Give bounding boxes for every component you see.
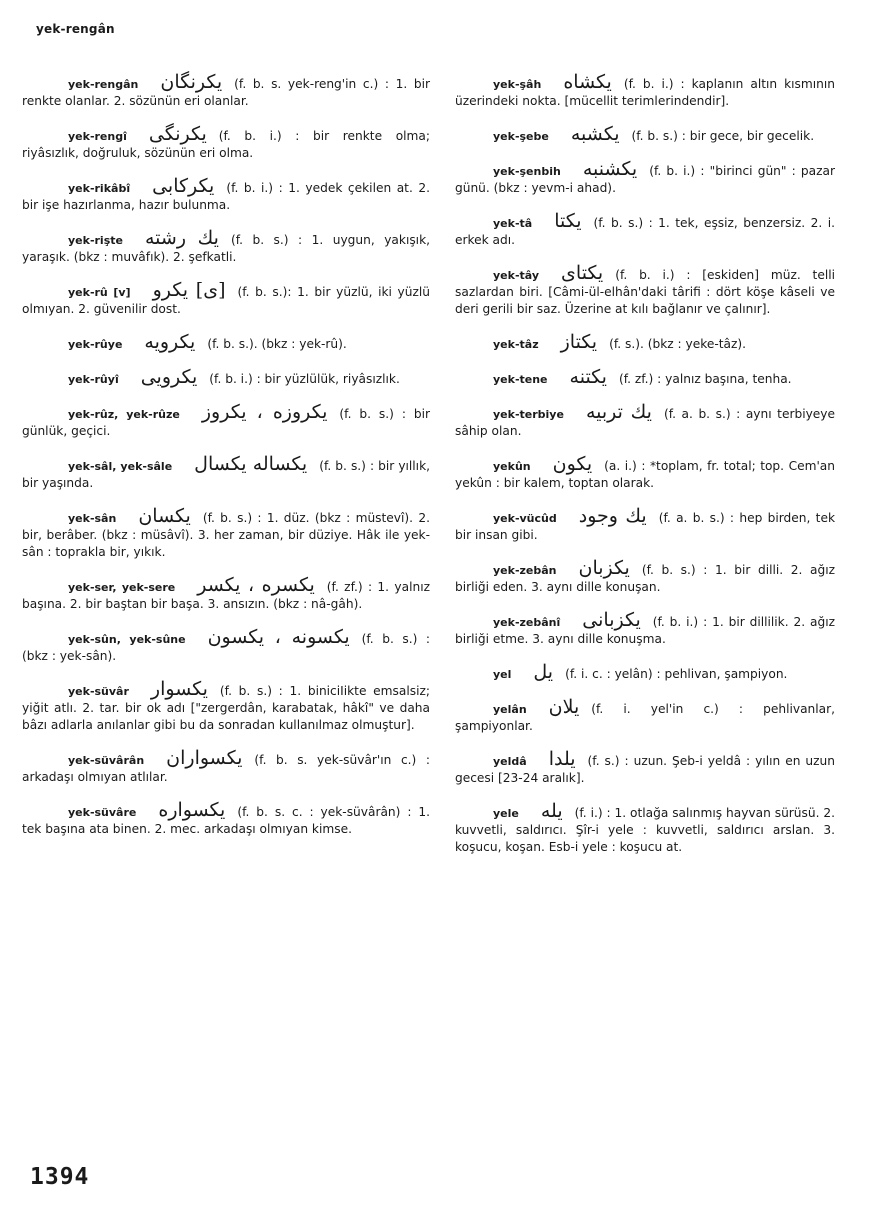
dictionary-entry	[455, 401, 836, 440]
entry-definition: (f. b. s.) : bir yıllık, bir yaşında.	[22, 459, 431, 490]
entry-arabic-script: یکتنه	[569, 366, 607, 388]
entry-definition: (f. b. i.) : kaplanın altın kısmının üzerindeki nokta. [mücellit terimlerindendir].	[455, 77, 835, 108]
dictionary-entry	[22, 227, 430, 266]
dictionary-entry	[22, 678, 430, 734]
entry-headword: yek-rûye	[68, 338, 123, 351]
entry-definition: (f. b. s.) : 1. biniciIikte emsalsiz; yiğit atlı. 2. tar. bir ok adı ["zergerdân, karabatak, hâkî" ve daha bâzı adlarla anılanlar gibi bu da sonradan kullanılmaz olmuştur].	[22, 684, 430, 732]
entry-headword: yek-sûn, yek-sûne	[68, 633, 186, 646]
entry-arabic-script: یك تربیه	[585, 401, 652, 423]
dictionary-entry	[455, 210, 835, 249]
entry-headword: yek-rengî	[68, 130, 127, 143]
entry-definition: (f. b. s.) : 1. düz. (bkz : müstevî). 2. bir, berâber. (bkz : müsâvî). 3. her zaman, bir düziye. Hâk ile yek-sân : toprakla bir, yıkık.	[22, 511, 430, 559]
entry-headword: yek-vücûd	[493, 512, 557, 525]
right-column	[455, 71, 836, 872]
running-head: yek-rengân	[36, 22, 115, 36]
entry-definition: (f. s.) : uzun. Şeb-i yeldâ : yılın en uzun gecesi [23-24 aralık].	[455, 754, 835, 785]
entry-headword: yek-tây	[493, 269, 540, 282]
dictionary-entry	[455, 331, 835, 353]
entry-headword: yek-rikâbî	[68, 182, 131, 195]
entry-arabic-script: یکسونه ، یکسون	[207, 626, 350, 648]
entry-definition: (f. b. s. c. : yek-süvârân) : 1. tek başına ata binen. 2. mec. arkadaşı olmıyan kimse.	[22, 805, 430, 836]
page-number: 1394	[30, 1164, 90, 1190]
entry-arabic-script: یکشنبه	[582, 158, 638, 180]
entry-definition: (f. zf.) : yalnız başına, tenha.	[618, 372, 792, 386]
entry-headword: yeldâ	[493, 755, 527, 768]
entry-headword: yek-terbiye	[493, 408, 564, 421]
dictionary-entry	[455, 123, 835, 145]
entry-arabic-script: یکون	[552, 453, 593, 475]
dictionary-entry	[455, 696, 835, 735]
dictionary-entry	[455, 609, 835, 648]
entry-definition: (f. b. s.) : bir günlük, geçici.	[22, 407, 431, 438]
entry-headword: yek-zebânî	[493, 616, 561, 629]
entry-headword: yek-rû [v]	[68, 286, 131, 299]
dictionary-entry	[22, 331, 430, 353]
entry-headword: yek-zebân	[493, 564, 557, 577]
entry-headword: yekûn	[493, 460, 531, 473]
dictionary-entry	[455, 453, 835, 492]
entry-arabic-script: یکتای	[561, 262, 604, 284]
entry-headword: yek-rişte	[68, 234, 123, 247]
entry-headword: yelân	[493, 703, 527, 716]
entry-definition: (f. b. s.) : 1. tek, eşsiz, benzersiz. 2. i. erkek adı.	[455, 216, 835, 247]
dictionary-entry	[22, 279, 430, 318]
dictionary-entry	[455, 158, 835, 197]
entry-definition: (f. b. i.) : bir yüzlülük, riyâsızlık.	[209, 372, 400, 386]
dictionary-entry	[22, 626, 430, 665]
entry-arabic-script: یکسواره	[158, 799, 226, 821]
entry-definition: (f. b. i.) : 1. bir dillilik. 2. ağız birliği etme. 3. aynı dille konuşma.	[455, 615, 835, 646]
entry-arabic-script: یکسره ، یکسر	[197, 574, 315, 596]
dictionary-entry	[22, 401, 431, 440]
entry-headword: yek-süvâr	[68, 685, 129, 698]
entry-headword: yek-tâ	[493, 217, 533, 230]
dictionary-entry	[455, 505, 836, 544]
entry-headword: yek-şâh	[493, 78, 542, 91]
entry-headword: yek-şenbih	[493, 165, 561, 178]
dictionary-entry	[22, 175, 430, 214]
entry-arabic-script: یکشاه	[563, 71, 612, 93]
entry-arabic-script: یکسواران	[166, 747, 243, 769]
entry-arabic-script: یکسوار	[150, 678, 208, 700]
entry-headword: yek-sâl, yek-sâle	[68, 460, 173, 473]
entry-arabic-script: یل	[533, 661, 554, 683]
entry-arabic-script: یکروزه ، یکروز	[201, 401, 328, 423]
entry-definition: (f. b. s.). (bkz : yek-rû).	[207, 337, 347, 351]
entry-definition: (f. b. s.) : (bkz : yek-sân).	[22, 632, 430, 663]
entry-definition: (f. i. yel'in c.) : pehlivanlar, şampiyonlar.	[455, 702, 835, 733]
dictionary-entry	[22, 366, 430, 388]
dictionary-entry	[455, 366, 835, 388]
entry-definition: (f. b. s.) : 1. bir dilli. 2. ağız birliği eden. 3. aynı dille konuşan.	[455, 563, 835, 594]
entry-arabic-script: یکرنگی	[148, 123, 207, 145]
entry-headword: yek-rengân	[68, 78, 139, 91]
dictionary-entry	[455, 262, 835, 318]
entry-arabic-script: یکتا	[554, 210, 582, 232]
entry-definition: (f. i.) : 1. otlağa salınmış hayvan sürüsü. 2. kuvvetli, saldırıcı. Şîr-i yele : kuvvetli, saldırıcı arslan. 3. koşucu, koşan. Esb-i yele : koşucu at.	[455, 806, 835, 854]
entry-definition: (f. b. i.) : 1. yedek çekilen at. 2. bir işe hazırlanma, hazır bulunma.	[22, 181, 430, 212]
dictionary-entry	[455, 748, 835, 787]
entry-arabic-script: یلان	[548, 696, 580, 718]
dictionary-entry	[455, 71, 835, 110]
entry-headword: yek-sân	[68, 512, 117, 525]
dictionary-entry	[22, 505, 430, 561]
entry-headword: yel	[493, 668, 512, 681]
entry-arabic-script: یکسان	[138, 505, 191, 527]
entry-headword: yele	[493, 807, 519, 820]
dictionary-entry	[22, 747, 430, 786]
entry-definition: (f. b. i.) : [eskiden] müz. telli sazlardan biri. [Câmi-ül-elhân'daki târifi : dört köşe kâseli ve deri gerili bir saz. Üzerine at kılı bağlanır ve çalınır].	[455, 268, 835, 316]
entry-headword: yek-süvârân	[68, 754, 145, 767]
entry-arabic-script: یك رشته	[144, 227, 219, 249]
entry-definition: (f. b. s. yek-reng'in c.) : 1. bir renkte olanlar. 2. sözünün eri olanlar.	[22, 77, 430, 108]
entry-definition: (f. b. i.) : "birinci gün" : pazar günü. (bkz : yevm-i ahad).	[455, 164, 835, 195]
entry-arabic-script: یکتاز	[560, 331, 598, 353]
entry-definition: (f. i. c. : yelân) : pehlivan, şampiyon.	[565, 667, 788, 681]
entry-definition: (f. zf.) : 1. yalnız başına. 2. bir baştan bir başa. 3. ansızın. (bkz : nâ-gâh).	[22, 580, 430, 611]
entry-headword: yek-tene	[493, 373, 548, 386]
entry-arabic-script: یکساله یکسال	[194, 453, 308, 475]
left-column	[22, 71, 431, 854]
dictionary-entry	[22, 574, 430, 613]
entry-headword: yek-şebe	[493, 130, 549, 143]
entry-definition: (f. b. s.) : 1. uygun, yakışık, yaraşık. (bkz : muvâfık). 2. şefkatli.	[22, 233, 430, 264]
entry-headword: yek-rûyî	[68, 373, 119, 386]
entry-arabic-script: یکرویه	[144, 331, 196, 353]
entry-definition: (a. i.) : *toplam, fr. total; top. Cem'an yekûn : bir kalem, toptan olarak.	[455, 459, 835, 490]
entry-arabic-script: یکرکابی	[152, 175, 215, 197]
entry-arabic-script: یکرنگان	[160, 71, 223, 93]
entry-arabic-script: [ی] یکرو	[152, 279, 226, 301]
entry-definition: (f. b. s.) : bir gece, bir gecelik.	[631, 129, 815, 143]
entry-arabic-script: یکشبه	[570, 123, 620, 145]
entry-definition: (f. b. s. yek-süvâr'ın c.) : arkadaşı olmıyan atlılar.	[22, 753, 430, 784]
entry-headword: yek-süvâre	[68, 806, 137, 819]
entry-definition: (f. b. s.): 1. bir yüzlü, iki yüzlü olmıyan. 2. güvenilir dost.	[22, 285, 430, 316]
entry-definition: (f. a. b. s.) : hep birden, tek bir insan gibi.	[455, 511, 836, 542]
entry-headword: yek-rûz, yek-rûze	[68, 408, 180, 421]
entry-arabic-script: یکزبانی	[582, 609, 641, 631]
dictionary-entry	[22, 453, 431, 492]
entry-definition: (f. s.). (bkz : yeke-tâz).	[609, 337, 747, 351]
entry-definition: (f. a. b. s.) : aynı terbiyeye sâhip olan.	[455, 407, 836, 438]
entry-arabic-script: یکزبان	[578, 557, 630, 579]
dictionary-entry	[22, 799, 430, 838]
entry-definition: (f. b. i.) : bir renkte olma; riyâsızlık, doğruluk, sözünün eri olma.	[22, 129, 430, 160]
entry-arabic-script: یکرویی	[140, 366, 198, 388]
entry-arabic-script: یله	[540, 800, 563, 822]
dictionary-entry	[455, 800, 835, 856]
entry-headword: yek-tâz	[493, 338, 539, 351]
dictionary-entry	[455, 557, 835, 596]
entry-arabic-script: یلدا	[548, 748, 576, 770]
entry-headword: yek-ser, yek-sere	[68, 581, 176, 594]
dictionary-entry	[22, 123, 430, 162]
dictionary-entry	[22, 71, 430, 110]
dictionary-entry	[455, 661, 835, 683]
entry-arabic-script: یك وجود	[578, 505, 647, 527]
